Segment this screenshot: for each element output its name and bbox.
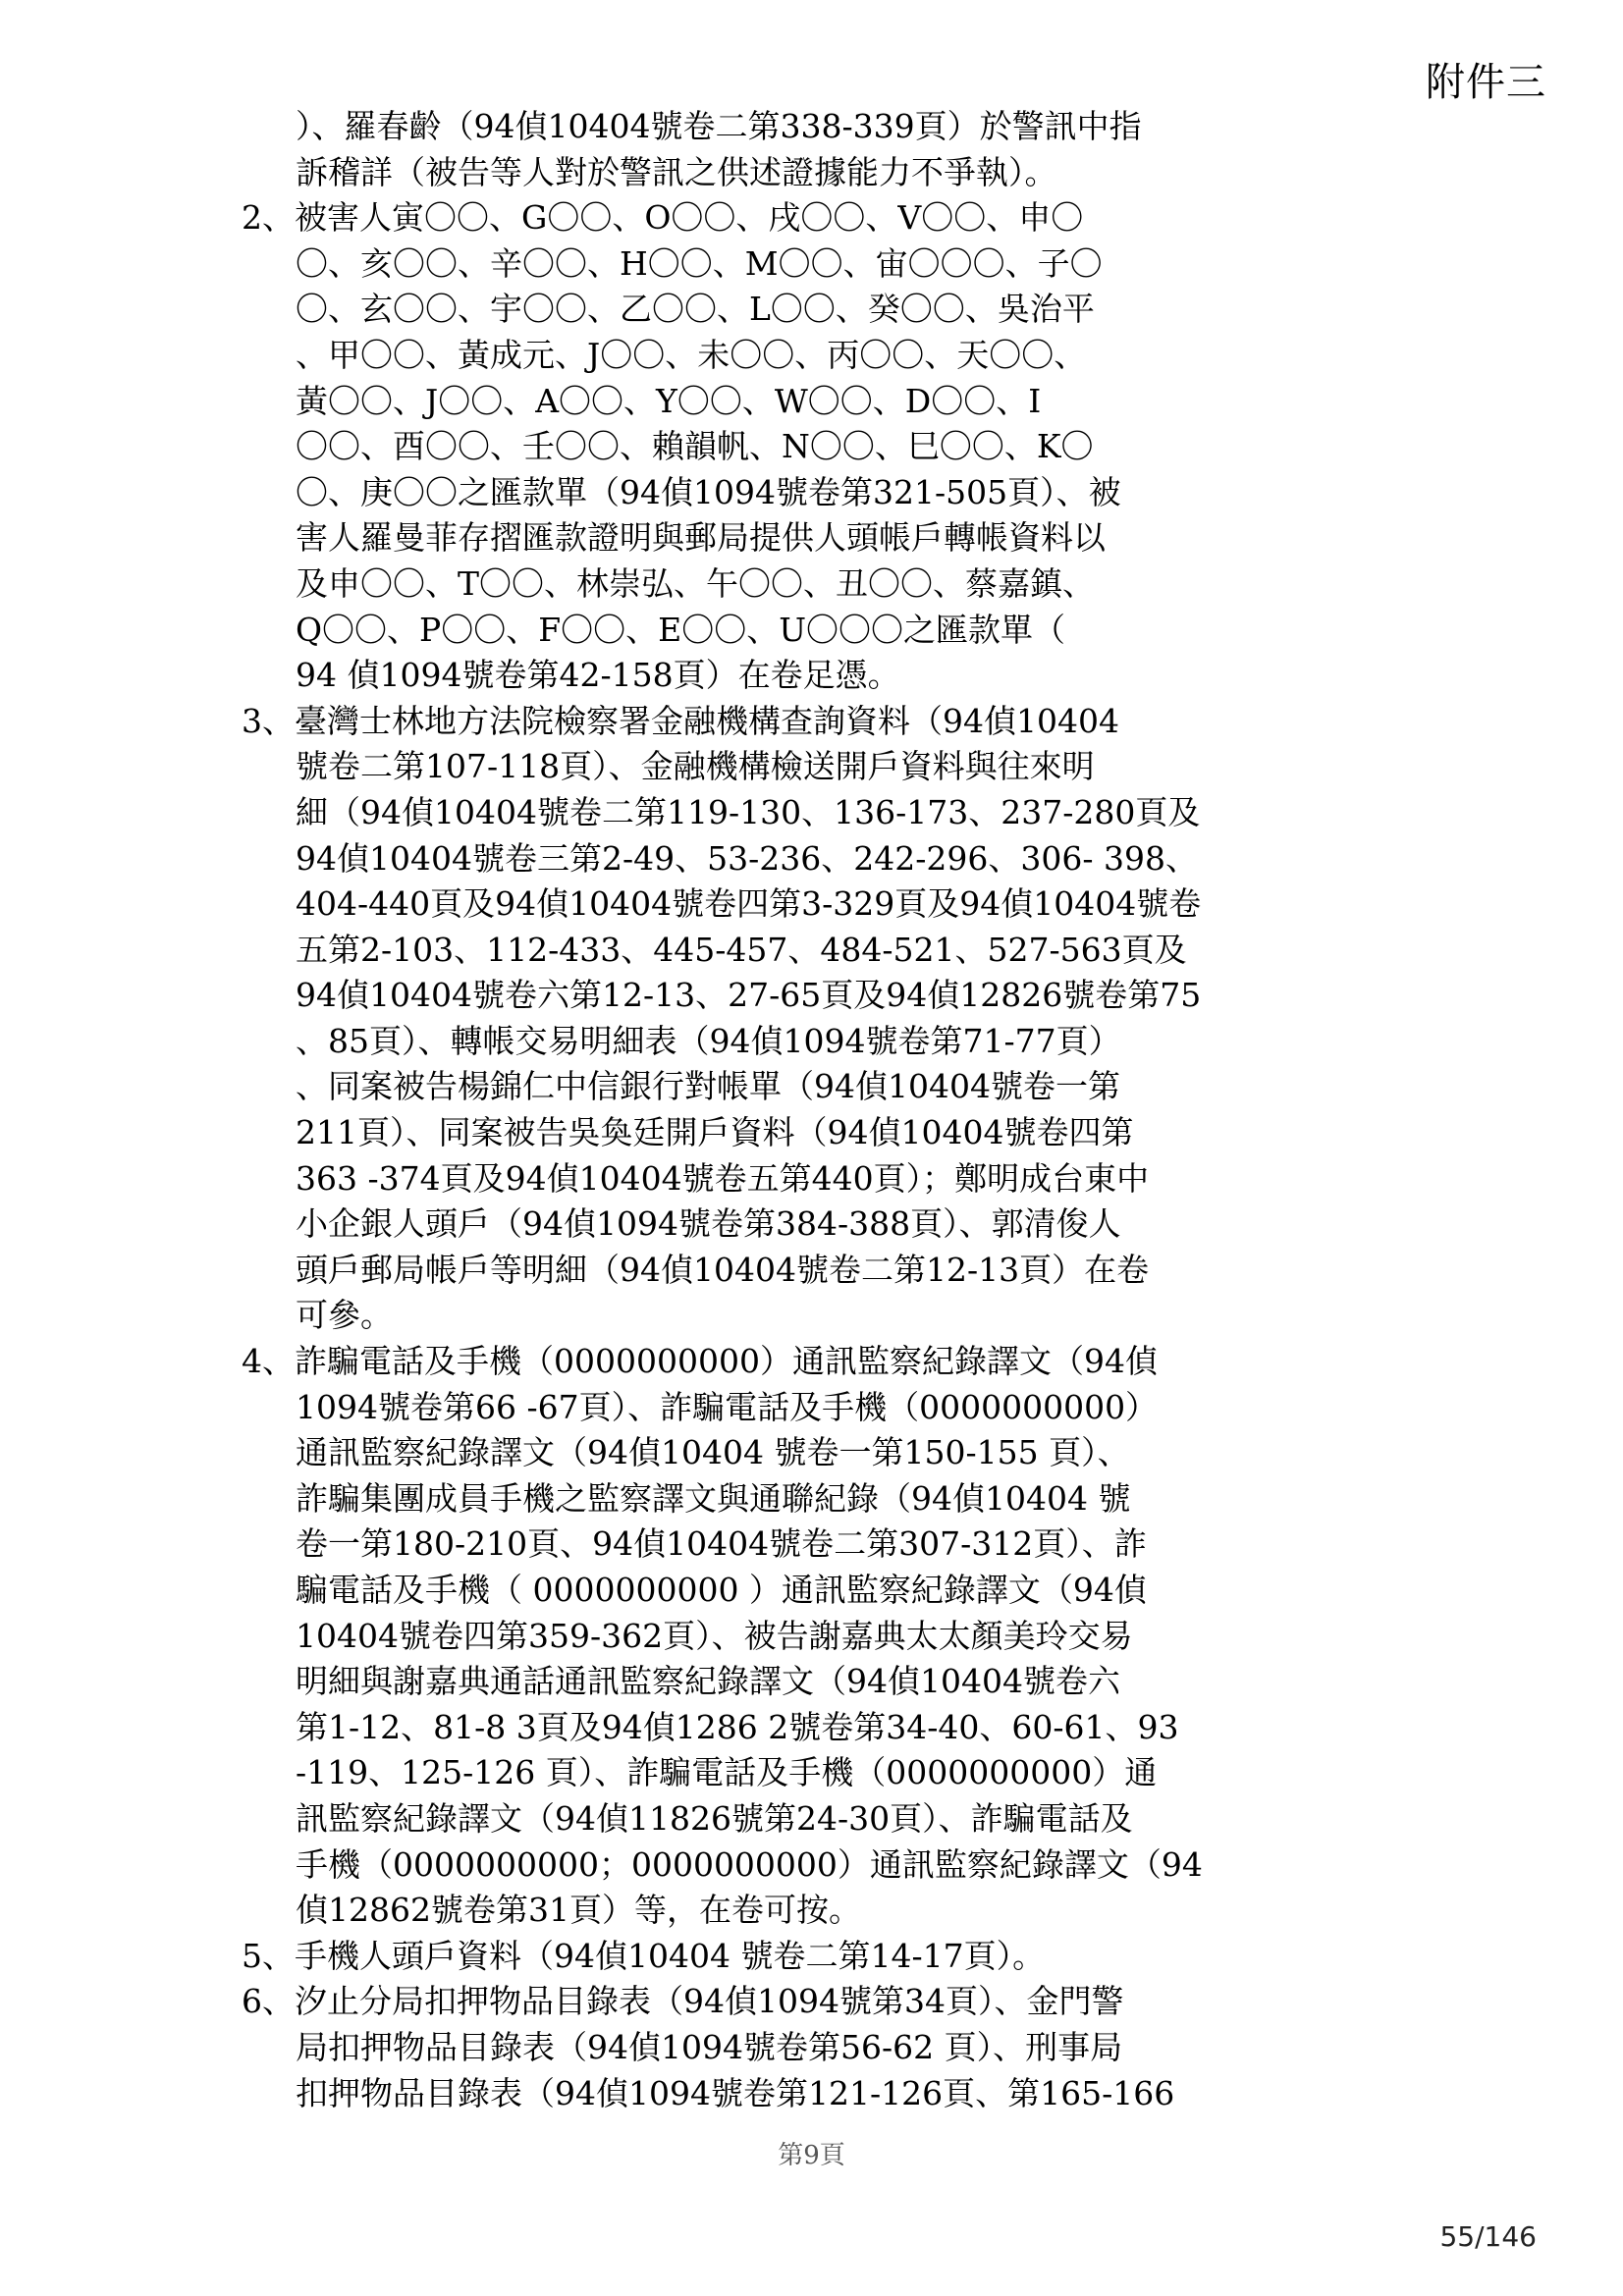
text-line: 6、汐止分局扣押物品目錄表（94偵1094號第34頁）、金門警 <box>242 1982 1124 2021</box>
text-line: 小企銀人頭戶（94偵1094號卷第384-388頁）、郭清俊人 <box>296 1204 1121 1244</box>
text-line: 、甲〇〇、黃成元、J〇〇、未〇〇、丙〇〇、天〇〇、 <box>296 335 1087 374</box>
text-line: 局扣押物品目錄表（94偵1094號卷第56-62 頁）、刑事局 <box>296 2027 1123 2066</box>
text-line: 訴稽詳（被告等人對於警訊之供述證據能力不爭執）。 <box>296 152 1057 191</box>
text-line: 偵12862號卷第31頁）等，在卷可按。 <box>296 1891 861 1930</box>
text-line: 頭戶郵局帳戶等明細（94偵10404號卷二第12-13頁）在卷 <box>296 1250 1150 1289</box>
text-line: 詐騙集團成員手機之監察譯文與通聯紀錄（94偵10404 號 <box>296 1478 1131 1518</box>
text-line: 訊監察紀錄譯文（94偵11826號第24-30頁）、詐騙電話及 <box>296 1798 1133 1838</box>
text-line: Q〇〇、P〇〇、F〇〇、E〇〇、U〇〇〇之匯款單（ <box>296 610 1066 649</box>
text-line: 扣押物品目錄表（94偵1094號卷第121-126頁、第165-166 <box>296 2073 1175 2112</box>
text-line: 363 -374頁及94偵10404號卷五第440頁）；鄭明成台東中 <box>296 1158 1150 1198</box>
document-body <box>242 104 1203 2116</box>
text-line: 2、被害人寅〇〇、G〇〇、O〇〇、戌〇〇、V〇〇、申〇 <box>242 198 1084 238</box>
text-line: -119、125-126 頁）、詐騙電話及手機（0000000000）通 <box>296 1753 1158 1792</box>
text-line: 〇、庚〇〇之匯款單（94偵1094號卷第321-505頁）、被 <box>296 472 1121 511</box>
text-line: 明細與謝嘉典通話通訊監察紀錄譯文（94偵10404號卷六 <box>296 1662 1120 1701</box>
text-line: 可參。 <box>296 1296 393 1335</box>
text-line: 3、臺灣士林地方法院檢察署金融機構查詢資料（94偵10404 <box>242 701 1119 740</box>
text-line: 1094號卷第66 -67頁）、詐騙電話及手機（0000000000） <box>296 1387 1159 1426</box>
text-line: 細（94偵10404號卷二第119-130、136-173、237-280頁及 <box>296 792 1201 831</box>
text-line: 〇、亥〇〇、辛〇〇、H〇〇、M〇〇、宙〇〇〇、子〇 <box>296 243 1103 283</box>
text-line: 94偵10404號卷三第2-49、53-236、242-296、306- 398、 <box>296 838 1198 878</box>
text-line: 黃〇〇、J〇〇、A〇〇、Y〇〇、W〇〇、D〇〇、I <box>296 381 1042 420</box>
text-line: 手機（0000000000；0000000000）通訊監察紀錄譯文（94 <box>296 1844 1203 1884</box>
text-line: 211頁）、同案被告吳奐廷開戶資料（94偵10404號卷四第 <box>296 1113 1134 1152</box>
text-line: 及申〇〇、T〇〇、林崇弘、午〇〇、丑〇〇、蔡嘉鎮、 <box>296 563 1096 603</box>
text-line: 害人羅曼菲存摺匯款證明與郵局提供人頭帳戶轉帳資料以 <box>296 518 1106 558</box>
attachment-label: 附件三 <box>1426 60 1546 105</box>
text-line: 通訊監察紀錄譯文（94偵10404 號卷一第150-155 頁）、 <box>296 1433 1130 1472</box>
text-line: 〇、玄〇〇、宇〇〇、乙〇〇、L〇〇、癸〇〇、吳治平 <box>296 290 1095 329</box>
text-line: 騙電話及手機（ 0000000000 ）通訊監察紀錄譯文（94偵 <box>296 1571 1147 1609</box>
text-line: 5、手機人頭戶資料（94偵10404 號卷二第14-17頁）。 <box>242 1936 1046 1975</box>
text-line: 五第2-103、112-433、445-457、484-521、527-563頁及 <box>296 930 1187 969</box>
text-line: ）、羅春齡（94偵10404號卷二第338-339頁）於警訊中指 <box>296 107 1142 145</box>
text-line: 404-440頁及94偵10404號卷四第3-329頁及94偵10404號卷 <box>296 884 1202 924</box>
page-number: 第9頁 <box>778 2141 845 2170</box>
text-line: 第1-12、81-8 3頁及94偵1286 2號卷第34-40、60-61、93 <box>296 1707 1179 1746</box>
text-line: 號卷二第107-118頁）、金融機構檢送開戶資料與往來明 <box>296 747 1095 786</box>
text-line: 4、詐騙電話及手機（0000000000）通訊監察紀錄譯文（94偵 <box>242 1342 1158 1381</box>
text-line: 、同案被告楊錦仁中信銀行對帳單（94偵10404號卷一第 <box>296 1067 1120 1106</box>
text-line: 卷一第180-210頁、94偵10404號卷二第307-312頁）、詐 <box>296 1524 1147 1564</box>
text-line: 94偵10404號卷六第12-13、27-65頁及94偵12826號卷第75 <box>296 976 1202 1015</box>
text-line: 10404號卷四第359-362頁）、被告謝嘉典太太顏美玲交易 <box>296 1616 1133 1655</box>
text-line: 94 偵1094號卷第42-158頁）在卷足憑。 <box>296 656 900 695</box>
text-line: 〇〇、酉〇〇、壬〇〇、賴韻帆、N〇〇、巳〇〇、K〇 <box>296 427 1094 466</box>
text-line: 、85頁）、轉帳交易明細表（94偵1094號卷第71-77頁） <box>296 1021 1121 1060</box>
sheet-counter: 55/146 <box>1439 2220 1537 2253</box>
